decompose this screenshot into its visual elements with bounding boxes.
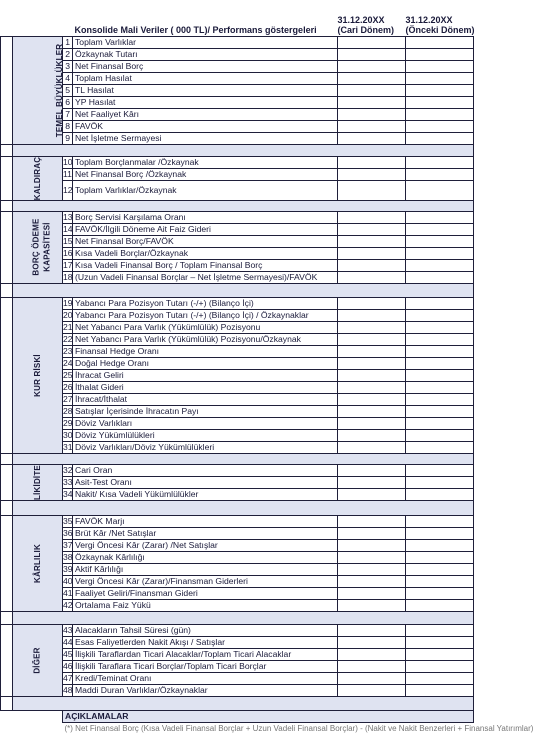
row-label: Net Finansal Borç bbox=[73, 60, 338, 72]
row-label: Kredi/Teminat Oranı bbox=[73, 672, 338, 684]
row-label: İlişkili Taraflardan Ticari Alacaklar/Toplam Ticari Alacaklar bbox=[73, 648, 338, 660]
row-number: 15 bbox=[63, 235, 73, 246]
current-period-value-cell[interactable] bbox=[338, 563, 406, 575]
separator-cell bbox=[1, 200, 13, 211]
footnote-text: (*) Net Finansal Borç (Kısa Vadeli Finansal Borçlar + Uzun Vadeli Finansal Borçlar) - (Nakit ve Nakit Benzerleri + Finansal Yatırımlar) bbox=[64, 723, 533, 733]
row-number: 5 bbox=[63, 84, 73, 96]
row-number: 42 bbox=[63, 599, 73, 610]
row-label: Döviz Varlıkları bbox=[73, 417, 338, 429]
previous-period-value-cell[interactable] bbox=[406, 156, 474, 168]
indent-cell bbox=[1, 211, 13, 283]
current-period-value-cell[interactable] bbox=[338, 684, 406, 696]
current-period-value-cell[interactable] bbox=[338, 297, 406, 309]
current-period-value-cell[interactable] bbox=[338, 247, 406, 259]
row-number: 31 bbox=[63, 441, 73, 452]
table-row bbox=[1, 429, 474, 441]
row-label: Asit-Test Oranı bbox=[73, 476, 338, 488]
row-label: Nakit/ Kısa Vadeli Yükümlülükler bbox=[73, 488, 338, 500]
row-number: 19 bbox=[63, 297, 73, 308]
row-label: Finansal Hedge Oranı bbox=[73, 345, 338, 357]
row-label: Döviz Varlıkları/Döviz Yükümlülükleri bbox=[73, 441, 338, 453]
previous-period-value-cell[interactable] bbox=[406, 84, 474, 96]
table-row bbox=[1, 417, 474, 429]
row-number: 24 bbox=[63, 357, 73, 368]
row-label: Kısa Vadeli Borçlar/Özkaynak bbox=[73, 247, 338, 259]
previous-period-value-cell[interactable] bbox=[406, 660, 474, 672]
current-period-date: 31.12.20XX bbox=[337, 14, 385, 25]
table-row bbox=[1, 624, 474, 636]
current-period-header bbox=[338, 0, 406, 36]
table-row bbox=[1, 180, 474, 200]
previous-period-value-cell[interactable] bbox=[406, 684, 474, 696]
row-label: Kısa Vadeli Finansal Borç / Toplam Finansal Borç bbox=[73, 259, 338, 271]
previous-period-value-cell[interactable] bbox=[406, 369, 474, 381]
indent-cell bbox=[1, 624, 13, 696]
section-temel-buyuklukler-label: TEMEL BÜYÜKLÜKLER bbox=[13, 36, 63, 144]
previous-period-value-cell[interactable] bbox=[406, 624, 474, 636]
previous-period-value-cell[interactable] bbox=[406, 108, 474, 120]
current-period-value-cell[interactable] bbox=[338, 72, 406, 84]
table-row bbox=[1, 60, 474, 72]
previous-period-value-cell[interactable] bbox=[406, 393, 474, 405]
previous-period-value-cell[interactable] bbox=[406, 211, 474, 223]
table-title: Konsolide Mali Veriler ( 000 TL)/ Performans göstergeleri bbox=[74, 24, 317, 35]
row-label: Borç Servisi Karşılama Oranı bbox=[73, 211, 338, 223]
previous-period-value-cell[interactable] bbox=[406, 476, 474, 488]
row-label: Net Faaliyet Kârı bbox=[73, 108, 338, 120]
previous-period-value-cell[interactable] bbox=[406, 333, 474, 345]
row-label: Net Yabancı Para Varlık (Yükümlülük) Pozisyonu bbox=[73, 321, 338, 333]
row-number: 3 bbox=[63, 60, 73, 72]
previous-period-value-cell[interactable] bbox=[406, 672, 474, 684]
row-label: FAVÖK bbox=[73, 120, 338, 132]
row-number: 39 bbox=[63, 563, 73, 574]
previous-period-value-cell[interactable] bbox=[406, 168, 474, 180]
current-period-value-cell[interactable] bbox=[338, 271, 406, 283]
table-row bbox=[1, 108, 474, 120]
current-period-value-cell[interactable] bbox=[338, 84, 406, 96]
row-number: 47 bbox=[63, 672, 73, 683]
table-row bbox=[1, 551, 474, 563]
row-label: (Uzun Vadeli Finansal Borçlar – Net İşletme Sermayesi)/FAVÖK bbox=[73, 271, 338, 283]
row-label: FAVÖK/İlgili Döneme Ait Faiz Gideri bbox=[73, 223, 338, 235]
current-period-value-cell[interactable] bbox=[338, 156, 406, 168]
row-label: Toplam Varlıklar bbox=[73, 36, 338, 48]
row-label: Maddi Duran Varlıklar/Özkaynaklar bbox=[73, 684, 338, 696]
row-number: 41 bbox=[63, 587, 73, 598]
current-period-value-cell[interactable] bbox=[338, 527, 406, 539]
current-period-value-cell[interactable] bbox=[338, 429, 406, 441]
table-row bbox=[1, 48, 474, 60]
current-period-value-cell[interactable] bbox=[338, 393, 406, 405]
current-period-value-cell[interactable] bbox=[338, 120, 406, 132]
table-row bbox=[1, 539, 474, 551]
row-number: 2 bbox=[63, 48, 73, 60]
row-number: 25 bbox=[63, 369, 73, 380]
current-period-value-cell[interactable] bbox=[338, 636, 406, 648]
section-kur-riski-label: KUR RİSKİ bbox=[13, 297, 63, 453]
previous-period-value-cell[interactable] bbox=[406, 551, 474, 563]
section-borc-odeme-kapasitesi-label: BORÇ ÖDEME KAPASİTESİ bbox=[13, 211, 63, 283]
previous-period-value-cell[interactable] bbox=[406, 132, 474, 144]
table-row bbox=[1, 36, 474, 48]
table-row bbox=[1, 333, 474, 345]
table-row bbox=[1, 381, 474, 393]
previous-period-value-cell[interactable] bbox=[406, 441, 474, 453]
previous-period-value-cell[interactable] bbox=[406, 96, 474, 108]
row-number: 44 bbox=[63, 636, 73, 647]
table-row bbox=[1, 120, 474, 132]
row-label: İthalat Gideri bbox=[73, 381, 338, 393]
current-period-value-cell[interactable] bbox=[338, 345, 406, 357]
table-row bbox=[1, 648, 474, 660]
table-header-row bbox=[1, 0, 474, 36]
row-number: 1 bbox=[63, 36, 73, 48]
row-number: 23 bbox=[63, 345, 73, 356]
row-number: 37 bbox=[63, 539, 73, 550]
row-number: 26 bbox=[63, 381, 73, 392]
table-row bbox=[1, 563, 474, 575]
row-number: 40 bbox=[63, 575, 73, 586]
previous-period-value-cell[interactable] bbox=[406, 429, 474, 441]
row-label: Ortalama Faiz Yükü bbox=[73, 599, 338, 611]
current-period-value-cell[interactable] bbox=[338, 405, 406, 417]
row-number: 17 bbox=[63, 259, 73, 270]
row-number: 33 bbox=[63, 476, 73, 487]
table-row bbox=[1, 405, 474, 417]
table-row bbox=[1, 464, 474, 476]
previous-period-label: (Önceki Dönem) bbox=[405, 24, 475, 35]
previous-period-value-cell[interactable] bbox=[406, 417, 474, 429]
current-period-value-cell[interactable] bbox=[338, 624, 406, 636]
row-number: 27 bbox=[63, 393, 73, 404]
row-label: İlişkili Taraflara Ticari Borçlar/Toplam Ticari Borçlar bbox=[73, 660, 338, 672]
current-period-value-cell[interactable] bbox=[338, 357, 406, 369]
section-separator bbox=[1, 453, 474, 464]
previous-period-value-cell[interactable] bbox=[406, 345, 474, 357]
previous-period-value-cell[interactable] bbox=[406, 539, 474, 551]
current-period-value-cell[interactable] bbox=[338, 108, 406, 120]
row-number: 7 bbox=[63, 108, 73, 120]
table-row bbox=[1, 259, 474, 271]
table-row bbox=[1, 132, 474, 144]
previous-period-value-cell[interactable] bbox=[406, 405, 474, 417]
current-period-value-cell[interactable] bbox=[338, 381, 406, 393]
row-label: Doğal Hedge Oranı bbox=[73, 357, 338, 369]
table-row bbox=[1, 211, 474, 223]
row-label: Net Finansal Borç/FAVÖK bbox=[73, 235, 338, 247]
section-kaldirac-label: KALDIRAÇ bbox=[13, 156, 63, 200]
previous-period-value-cell[interactable] bbox=[406, 321, 474, 333]
row-number: 12 bbox=[63, 180, 73, 200]
table-row bbox=[1, 369, 474, 381]
blank-cell bbox=[1, 722, 63, 734]
previous-period-value-cell[interactable] bbox=[406, 120, 474, 132]
previous-period-value-cell[interactable] bbox=[406, 648, 474, 660]
section-diger-label: DİĞER bbox=[13, 624, 63, 696]
previous-period-value-cell[interactable] bbox=[406, 636, 474, 648]
current-period-value-cell[interactable] bbox=[338, 132, 406, 144]
table-row bbox=[1, 345, 474, 357]
table-row bbox=[1, 309, 474, 321]
row-number: 11 bbox=[63, 168, 72, 179]
row-number: 6 bbox=[63, 96, 73, 108]
section-separator bbox=[1, 283, 474, 297]
table-row bbox=[1, 168, 474, 180]
indent-cell bbox=[1, 156, 13, 200]
current-period-value-cell[interactable] bbox=[338, 660, 406, 672]
row-number: 9 bbox=[63, 132, 73, 144]
current-period-value-cell[interactable] bbox=[338, 441, 406, 453]
previous-period-value-cell[interactable] bbox=[406, 247, 474, 259]
section-likidite-label: LİKİDİTE bbox=[13, 464, 63, 500]
row-label: Net İşletme Sermayesi bbox=[73, 132, 338, 144]
table-row bbox=[1, 72, 474, 84]
previous-period-value-cell[interactable] bbox=[406, 48, 474, 60]
separator-cell bbox=[1, 283, 13, 297]
table-row bbox=[1, 393, 474, 405]
row-number: 16 bbox=[63, 247, 73, 258]
current-period-value-cell[interactable] bbox=[338, 211, 406, 223]
previous-period-value-cell[interactable] bbox=[406, 464, 474, 476]
current-period-value-cell[interactable] bbox=[338, 369, 406, 381]
table-row bbox=[1, 223, 474, 235]
table-row bbox=[1, 575, 474, 587]
indent-cell bbox=[1, 710, 13, 722]
row-label: FAVÖK Marjı bbox=[73, 515, 338, 527]
table-row bbox=[1, 476, 474, 488]
separator-cell bbox=[13, 283, 474, 297]
previous-period-date: 31.12.20XX bbox=[405, 14, 453, 25]
row-label: Toplam Varlıklar/Özkaynak bbox=[73, 180, 338, 200]
row-number: 36 bbox=[63, 527, 73, 538]
current-period-value-cell[interactable] bbox=[338, 168, 406, 180]
separator-cell bbox=[1, 500, 13, 515]
table-row bbox=[1, 96, 474, 108]
current-period-value-cell[interactable] bbox=[338, 333, 406, 345]
separator-cell bbox=[13, 500, 474, 515]
row-number: 20 bbox=[63, 309, 73, 320]
current-period-value-cell[interactable] bbox=[338, 551, 406, 563]
row-label: Vergi Öncesi Kâr (Zarar)/Finansman Giderleri bbox=[73, 575, 338, 587]
row-label: Cari Oran bbox=[73, 464, 338, 476]
current-period-value-cell[interactable] bbox=[338, 321, 406, 333]
current-period-value-cell[interactable] bbox=[338, 672, 406, 684]
current-period-value-cell[interactable] bbox=[338, 587, 406, 599]
current-period-value-cell[interactable] bbox=[338, 223, 406, 235]
table-row bbox=[1, 636, 474, 648]
row-label: İhracat/İthalat bbox=[73, 393, 338, 405]
previous-period-value-cell[interactable] bbox=[406, 223, 474, 235]
current-period-value-cell[interactable] bbox=[338, 259, 406, 271]
row-number: 18 bbox=[63, 271, 73, 282]
previous-period-value-cell[interactable] bbox=[406, 563, 474, 575]
row-number: 8 bbox=[63, 120, 73, 132]
row-label: Brüt Kâr /Net Satışlar bbox=[73, 527, 338, 539]
separator-cell bbox=[13, 696, 474, 710]
row-label: Alacakların Tahsil Süresi (gün) bbox=[73, 624, 338, 636]
separator-cell bbox=[13, 200, 474, 211]
table-row bbox=[1, 156, 474, 168]
row-label: TL Hasılat bbox=[73, 84, 338, 96]
previous-period-value-cell[interactable] bbox=[406, 488, 474, 500]
separator-cell bbox=[13, 144, 474, 156]
current-period-value-cell[interactable] bbox=[338, 417, 406, 429]
previous-period-header bbox=[406, 0, 474, 36]
separator-cell bbox=[13, 611, 474, 624]
row-label: Toplam Hasılat bbox=[73, 72, 338, 84]
row-number: 35 bbox=[63, 515, 73, 526]
table-row bbox=[1, 660, 474, 672]
previous-period-value-cell[interactable] bbox=[406, 36, 474, 48]
row-label: Net Yabancı Para Varlık (Yükümlülük) Pozisyonu/Özkaynak bbox=[73, 333, 338, 345]
indent-cell bbox=[1, 464, 13, 500]
section-separator bbox=[1, 200, 474, 211]
indent-cell bbox=[1, 36, 13, 144]
table-row bbox=[1, 488, 474, 500]
previous-period-value-cell[interactable] bbox=[406, 381, 474, 393]
row-label: Özkaynak Tutarı bbox=[73, 48, 338, 60]
previous-period-value-cell[interactable] bbox=[406, 357, 474, 369]
previous-period-value-cell[interactable] bbox=[406, 235, 474, 247]
separator-cell bbox=[1, 611, 13, 624]
current-period-value-cell[interactable] bbox=[338, 476, 406, 488]
previous-period-value-cell[interactable] bbox=[406, 60, 474, 72]
row-number: 38 bbox=[63, 551, 73, 562]
table-row bbox=[1, 684, 474, 696]
row-label: Net Finansal Borç /Özkaynak bbox=[73, 168, 338, 180]
row-label: İhracat Geliri bbox=[73, 369, 338, 381]
row-label: Aktif Kârlılığı bbox=[73, 563, 338, 575]
separator-cell bbox=[13, 453, 474, 464]
current-period-value-cell[interactable] bbox=[338, 48, 406, 60]
row-label: Faaliyet Geliri/Finansman Gideri bbox=[73, 587, 338, 599]
current-period-value-cell[interactable] bbox=[338, 36, 406, 48]
table-row bbox=[1, 357, 474, 369]
previous-period-value-cell[interactable] bbox=[406, 72, 474, 84]
separator-cell bbox=[1, 696, 13, 710]
current-period-value-cell[interactable] bbox=[338, 235, 406, 247]
previous-period-value-cell[interactable] bbox=[406, 309, 474, 321]
row-number: 22 bbox=[63, 333, 73, 344]
current-period-label: (Cari Dönem) bbox=[337, 24, 395, 35]
row-number: 45 bbox=[63, 648, 73, 659]
table-row bbox=[1, 515, 474, 527]
row-label: Esas Faliyetlerden Nakit Akışı / Satışlar bbox=[73, 636, 338, 648]
row-number: 30 bbox=[63, 429, 73, 440]
current-period-value-cell[interactable] bbox=[338, 488, 406, 500]
table-row bbox=[1, 321, 474, 333]
previous-period-value-cell[interactable] bbox=[406, 259, 474, 271]
current-period-value-cell[interactable] bbox=[338, 180, 406, 200]
table-row bbox=[1, 441, 474, 453]
table-row bbox=[1, 235, 474, 247]
table-row bbox=[1, 587, 474, 599]
previous-period-value-cell[interactable] bbox=[406, 515, 474, 527]
row-number: 32 bbox=[63, 464, 73, 475]
table-row bbox=[1, 84, 474, 96]
previous-period-value-cell[interactable] bbox=[406, 575, 474, 587]
row-label: Yabancı Para Pozisyon Tutarı (-/+) (Bilanço İçi) / Özkaynaklar bbox=[73, 309, 338, 321]
blank-cell bbox=[13, 710, 63, 722]
current-period-value-cell[interactable] bbox=[338, 575, 406, 587]
table-row bbox=[1, 247, 474, 259]
current-period-value-cell[interactable] bbox=[338, 599, 406, 611]
table-row bbox=[1, 527, 474, 539]
current-period-value-cell[interactable] bbox=[338, 309, 406, 321]
current-period-value-cell[interactable] bbox=[338, 539, 406, 551]
previous-period-value-cell[interactable] bbox=[406, 180, 474, 200]
section-separator bbox=[1, 500, 474, 515]
section-karlilik-label: KÂRLILIK bbox=[13, 515, 63, 611]
current-period-value-cell[interactable] bbox=[338, 648, 406, 660]
current-period-value-cell[interactable] bbox=[338, 515, 406, 527]
table-row bbox=[1, 297, 474, 309]
previous-period-value-cell[interactable] bbox=[406, 527, 474, 539]
row-label: Satışlar İçerisinde İhracatın Payı bbox=[73, 405, 338, 417]
row-number: 28 bbox=[63, 405, 73, 416]
previous-period-value-cell[interactable] bbox=[406, 271, 474, 283]
indent-cell bbox=[1, 515, 13, 611]
section-separator bbox=[1, 144, 474, 156]
row-label: Döviz Yükümlülükleri bbox=[73, 429, 338, 441]
separator-cell bbox=[1, 453, 13, 464]
row-number: 29 bbox=[63, 417, 73, 428]
current-period-value-cell[interactable] bbox=[338, 464, 406, 476]
current-period-value-cell[interactable] bbox=[338, 96, 406, 108]
separator-cell bbox=[1, 144, 13, 156]
previous-period-value-cell[interactable] bbox=[406, 297, 474, 309]
section-separator bbox=[1, 611, 474, 624]
table-row bbox=[1, 599, 474, 611]
footnote-row bbox=[1, 722, 474, 734]
row-number: 4 bbox=[63, 72, 73, 84]
table-row bbox=[1, 271, 474, 283]
current-period-value-cell[interactable] bbox=[338, 60, 406, 72]
row-label: Vergi Öncesi Kâr (Zarar) /Net Satışlar bbox=[73, 539, 338, 551]
row-label: Yabancı Para Pozisyon Tutarı (-/+) (Bilanço İçi) bbox=[73, 297, 338, 309]
row-number: 21 bbox=[63, 321, 73, 332]
row-number: 13 bbox=[63, 211, 73, 222]
indent-cell bbox=[1, 297, 13, 453]
row-label: Özkaynak Kârlılığı bbox=[73, 551, 338, 563]
row-label: YP Hasılat bbox=[73, 96, 338, 108]
row-number: 46 bbox=[63, 660, 73, 671]
row-number: 34 bbox=[63, 488, 73, 499]
previous-period-value-cell[interactable] bbox=[406, 587, 474, 599]
row-number: 10 bbox=[63, 156, 73, 167]
row-label: Toplam Borçlanmalar /Özkaynak bbox=[73, 156, 338, 168]
row-number: 48 bbox=[63, 684, 73, 695]
row-number: 43 bbox=[63, 624, 73, 635]
row-number: 14 bbox=[63, 223, 73, 234]
aciklamalar-row bbox=[1, 710, 474, 722]
previous-period-value-cell[interactable] bbox=[406, 599, 474, 611]
table-row bbox=[1, 672, 474, 684]
section-separator bbox=[1, 696, 474, 710]
aciklamalar-label: AÇIKLAMALAR bbox=[63, 710, 474, 722]
